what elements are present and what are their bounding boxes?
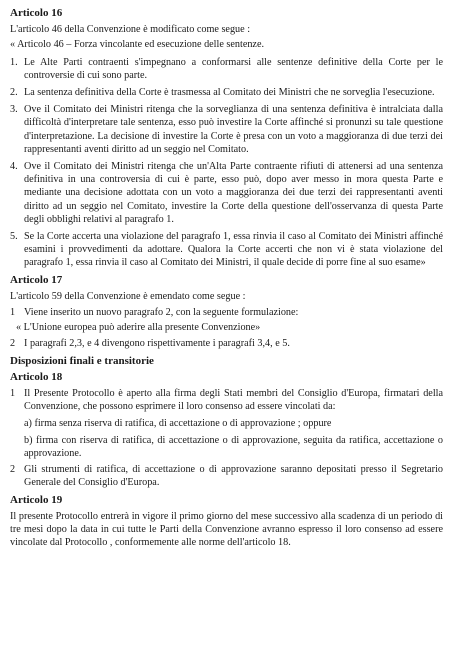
paragraph-text: Se la Corte accerta una violazione del paragrafo 1, essa rinvia il caso al Comitato dei Ministri affinché esamini i provvedimenti da adottare. Qualora la Corte accerti che non vi è stata violazione del paragrafo 1, essa rinvia il caso al Comitato dei Ministri, il quale decide di porre fine al suo esame» [24,231,443,269]
article-16-paragraph-4 [10,160,443,226]
paragraph-text: Le Alte Parti contraenti s'impegnano a conformarsi alle sentenze definitive della Corte per le controversie di cui sono parte. [24,56,443,81]
article-19-text: Il presente Protocollo entrerà in vigore il primo giorno del mese successivo alla scadenza di un periodo di tre mesi dopo la data in cui tutte le Parti della Convenzione avranno espresso il loro consenso ad essere vincolate dal Protocollo , conformemente alle norme dell'articolo 18. [10,510,443,549]
article-18-heading: Articolo 18 [10,370,63,383]
article-16-paragraph-5 [10,230,443,270]
paragraph-number: 1. [10,56,18,68]
article-16-intro: L'articolo 46 della Convenzione è modificato come segue : [10,24,251,36]
paragraph-number: 2. [10,87,18,99]
article-17-paragraph-2 [10,337,443,350]
final-provisions-heading: Disposizioni finali e transitorie [10,354,154,367]
article-18-paragraph-2 [10,463,443,489]
paragraph-text: La sentenza definitiva della Corte è trasmessa al Comitato dei Ministri che ne sorveglia l'esecuzione. [24,87,435,99]
paragraph-number: 1 [10,388,16,400]
article-16-paragraph-1 [10,56,443,82]
article-16-paragraph-3 [10,103,443,156]
paragraph-text: Viene inserito un nuovo paragrafo 2, con la seguente formulazione: [24,307,299,319]
paragraph-number: 2 [10,338,16,350]
paragraph-number: 2 [10,464,16,476]
article-18-option-b: b) firma con riserva di ratifica, di accettazione o di approvazione, seguita da ratifica, accettazione o approvazione. [24,434,443,459]
article-18-paragraph-1 [10,387,443,413]
article-16-paragraph-2 [10,86,443,99]
paragraph-number: 5. [10,231,18,243]
paragraph-number: 3. [10,104,18,116]
article-17-intro: L'articolo 59 della Convenzione è emendato come segue : [10,290,246,302]
paragraph-text: I paragrafi 2,3, e 4 divengono rispettivamente i paragrafi 3,4, e 5. [24,338,290,350]
article-46-quote-title: « Articolo 46 – Forza vincolante ed esecuzione delle sentenze. [10,39,265,51]
article-17-paragraph-1 [10,306,443,319]
paragraph-text: Ove il Comitato dei Ministri ritenga che la sorveglianza di una sentenza definitiva è intralciata dalla difficoltà d'interpretare tale sentenza, esso può investire la Corte affinché si pronunzi su tale questione d'interpretazione. La decisione di investire la Corte è presa con un voto a maggioranza di due terzi dei rappresentanti aventi diritto ad un seggio nel Comitato. [24,104,443,155]
article-18-option-a: a) firma senza riserva di ratifica, di accettazione o di approvazione ; oppure [24,418,332,430]
article-17-heading: Articolo 17 [10,273,63,286]
paragraph-number: 4. [10,161,18,173]
paragraph-text: Ove il Comitato dei Ministri ritenga che un'Alta Parte contraente rifiuti di attenersi ad una sentenza definitiva in una controversia di cui è parte, esso può, dopo aver messo in mora questa Parte e mediante una decisione adottata con un voto a maggioranza dei due terzi dei rappresentanti aventi diritto ad un seggio nel Comitato, investire la Corte della questione dell'osservanza di questa Parte degli obblighi relativi al paragrafo 1. [24,161,443,225]
article-16-heading: Articolo 16 [10,7,63,19]
paragraph-text: Gli strumenti di ratifica, di accettazione o di approvazione saranno depositati presso il Segretario Generale del Consiglio d'Europa. [24,464,443,489]
article-17-quote: « L'Unione europea può aderire alla presente Convenzione» [16,322,261,334]
article-19-heading: Articolo 19 [10,493,63,506]
paragraph-number: 1 [10,307,16,319]
paragraph-text: Il Presente Protocollo è aperto alla firma degli Stati membri del Consiglio d'Europa, firmatari della Convenzione, che possono esprimere il loro consenso ad essere vincolati da: [24,388,443,413]
